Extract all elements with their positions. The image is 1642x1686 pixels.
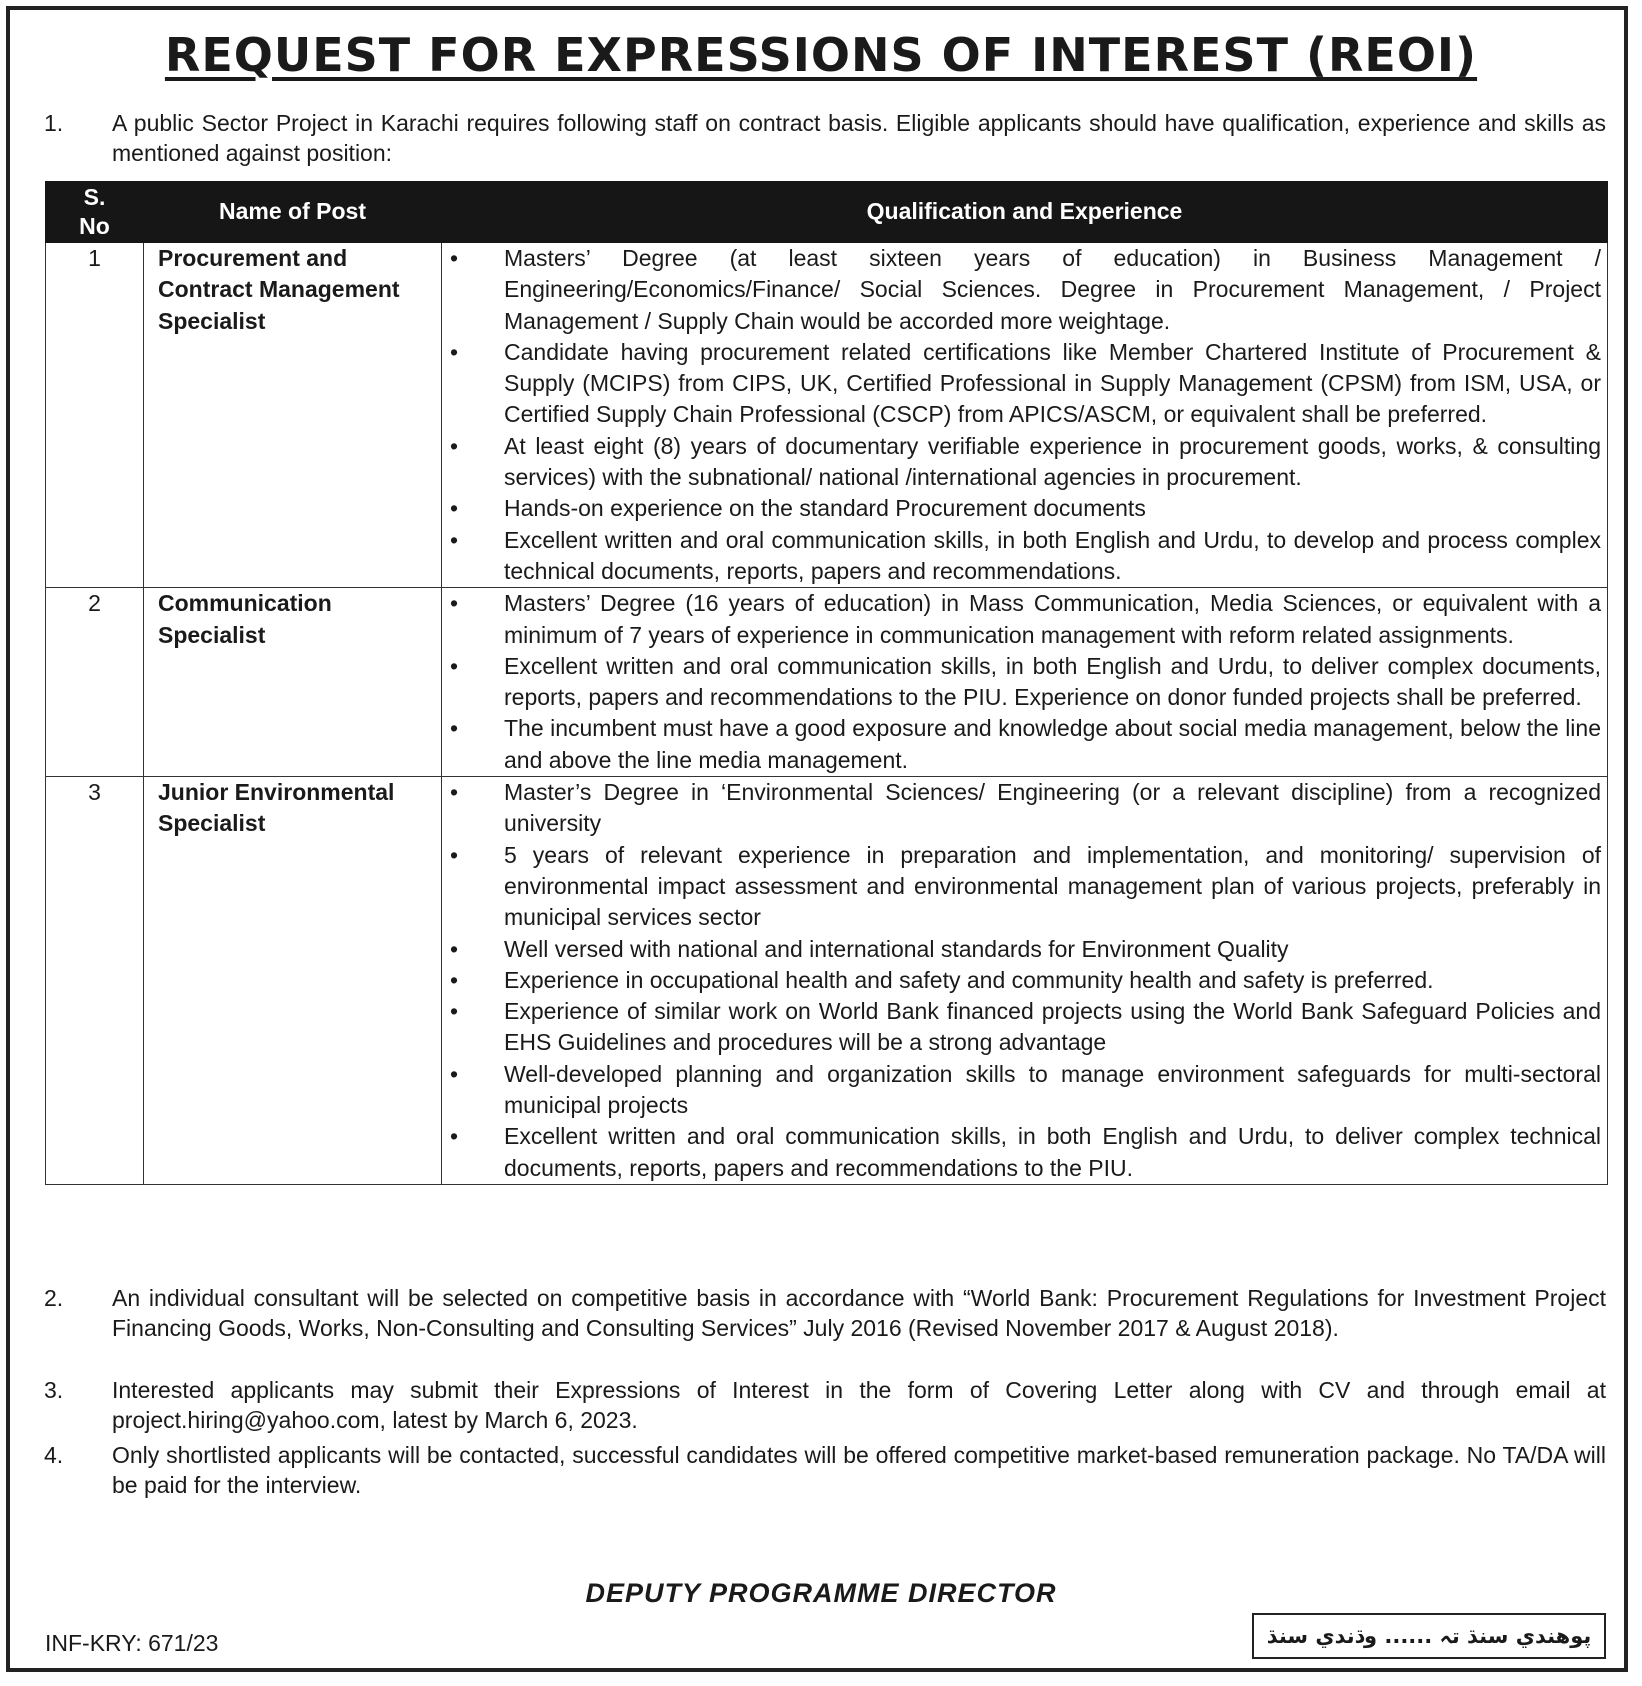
- bullet-icon: •: [450, 590, 459, 617]
- qualification-item: [442, 1121, 1601, 1184]
- paragraph-text: A public Sector Project in Karachi requires following staff on contract basis. Eligible applicants should have qualification, experience and skills as mentioned against position:: [112, 110, 1606, 166]
- qualification-cell: [442, 588, 1608, 777]
- table-row: [46, 588, 1608, 777]
- bullet-icon: •: [450, 432, 459, 459]
- qualification-list: [442, 243, 1601, 587]
- qualification-item: [442, 996, 1601, 1059]
- qualification-text: The incumbent must have a good exposure and knowledge about social media management, below the line and above the line media management.: [504, 715, 1601, 773]
- serial-number: 1: [46, 243, 144, 588]
- qualification-text: At least eight (8) years of documentary verifiable experience in procurement goods, works, & consulting services) with the subnational/ national /international agencies in procurement.: [504, 432, 1601, 491]
- signatory-title: DEPUTY PROGRAMME DIRECTOR: [585, 1578, 1057, 1608]
- qualification-text: Experience in occupational health and safety and community health and safety is preferred.: [504, 966, 1434, 993]
- post-name: Communication Specialist: [144, 588, 442, 777]
- qualification-text: Excellent written and oral communication skills, in both English and Urdu, to deliver complex documents, reports, papers and recommendations to the PIU. Experience on donor funded projects shall be preferred.: [504, 652, 1601, 711]
- paragraph-number: 2.: [44, 1285, 64, 1311]
- qualification-list: [442, 588, 1601, 776]
- table-row: [46, 243, 1608, 588]
- qualification-cell: [442, 777, 1608, 1185]
- qualification-item: [442, 651, 1601, 714]
- qualification-text: Well-developed planning and organization skills to manage environment safeguards for multi-sectoral municipal projects: [504, 1060, 1601, 1119]
- qualification-item: [442, 713, 1601, 776]
- bullet-icon: •: [450, 715, 459, 742]
- positions-table: [45, 181, 1608, 1185]
- qualification-text: Well versed with national and international standards for Environment Quality: [504, 935, 1289, 962]
- page-title: REQUEST FOR EXPRESSIONS OF INTEREST (REOI): [164, 28, 1478, 82]
- qualification-text: Masters’ Degree (16 years of education) in Mass Communication, Media Sciences, or equivalent with a minimum of 7 years of experience in communication management with reform related assignments.: [504, 590, 1601, 648]
- paragraph-1: [44, 108, 1606, 168]
- table-row: [46, 777, 1608, 1185]
- bullet-icon: •: [450, 495, 459, 522]
- qualification-item: [442, 337, 1601, 431]
- bullet-icon: •: [450, 841, 459, 868]
- paragraph-3: [44, 1375, 1606, 1435]
- header-post: Name of Post: [144, 182, 442, 243]
- bullet-icon: •: [450, 998, 459, 1025]
- qualification-text: Candidate having procurement related certifications like Member Chartered Institute of Procurement & Supply (MCIPS) from CIPS, UK, Certified Professional in Supply Management (CPSM) from ISM, USA, or Certified Supply Chain Professional (CSCP) from APICS/ASCM, or equivalent shall be preferred.: [504, 338, 1601, 428]
- bullet-icon: •: [450, 1060, 459, 1087]
- bullet-icon: •: [450, 652, 459, 679]
- qualification-item: [442, 431, 1601, 494]
- qualification-item: [442, 965, 1601, 996]
- reference-number: INF-KRY: 671/23: [45, 1630, 219, 1656]
- qualification-item: [442, 1059, 1601, 1122]
- paragraph-4: [44, 1440, 1606, 1500]
- paragraph-text: Only shortlisted applicants will be contacted, successful candidates will be offered competitive market-based remuneration package. No TA/DA will be paid for the interview.: [112, 1442, 1606, 1498]
- bullet-icon: •: [450, 338, 459, 365]
- bullet-icon: •: [450, 1123, 459, 1150]
- paragraph-2: [44, 1283, 1606, 1343]
- qualification-cell: [442, 243, 1608, 588]
- paragraph-number: 1.: [44, 110, 64, 136]
- bullet-icon: •: [450, 526, 459, 553]
- qualification-text: 5 years of relevant experience in preparation and implementation, and monitoring/ supervision of environmental impact assessment and environmental management plan of various projects, preferably in municipal services sector: [504, 841, 1601, 931]
- bullet-icon: •: [450, 966, 459, 993]
- qualification-item: [442, 525, 1601, 588]
- qualification-item: [442, 243, 1601, 337]
- qualification-item: [442, 588, 1601, 651]
- qualification-text: Master’s Degree in ‘Environmental Sciences/ Engineering (or a relevant discipline) from a recognized university: [504, 779, 1601, 837]
- bullet-icon: •: [450, 935, 459, 962]
- qualification-text: Masters’ Degree (at least sixteen years of education) in Business Management / Engineering/Economics/Finance/ Social Sciences. Degree in Procurement Management, / Project Management / Supply Chain would be accorded more weightage.: [504, 245, 1601, 334]
- serial-number: 2: [46, 588, 144, 777]
- table-header-row: [46, 182, 1608, 243]
- paragraph-number: 3.: [44, 1377, 64, 1403]
- header-qualification: Qualification and Experience: [442, 182, 1608, 243]
- qualification-item: [442, 493, 1601, 524]
- slogan-box: پوهندي سنڌ تہ ...... وڌندي سنڌ: [1252, 1613, 1606, 1659]
- bullet-icon: •: [450, 779, 459, 806]
- serial-number: 3: [46, 777, 144, 1185]
- qualification-text: Hands-on experience on the standard Procurement documents: [504, 495, 1146, 522]
- bullet-icon: •: [450, 245, 459, 271]
- qualification-text: Excellent written and oral communication skills, in both English and Urdu, to deliver complex technical documents, reports, papers and recommendations to the PIU.: [504, 1123, 1601, 1181]
- paragraph-number: 4.: [44, 1442, 64, 1468]
- header-sno: S. No: [46, 182, 144, 243]
- qualification-item: [442, 777, 1601, 840]
- qualification-list: [442, 777, 1601, 1184]
- paragraph-text: An individual consultant will be selected on competitive basis in accordance with “World Bank: Procurement Regulations for Investment Project Financing Goods, Works, Non-Consulting and Consulting Services” July 2016 (Revised November 2017 & August 2018).: [112, 1285, 1606, 1341]
- qualification-text: Experience of similar work on World Bank financed projects using the World Bank Safeguard Policies and EHS Guidelines and procedures will be a strong advantage: [504, 998, 1601, 1056]
- post-name: Procurement and Contract Management Specialist: [144, 243, 442, 588]
- qualification-text: Excellent written and oral communication skills, in both English and Urdu, to develop and process complex technical documents, reports, papers and recommendations.: [504, 526, 1601, 584]
- qualification-item: [442, 934, 1601, 965]
- paragraph-text: Interested applicants may submit their Expressions of Interest in the form of Covering Letter along with CV and through email at project.hiring@yahoo.com, latest by March 6, 2023.: [112, 1377, 1606, 1433]
- qualification-item: [442, 840, 1601, 934]
- post-name: Junior Environmental Specialist: [144, 777, 442, 1185]
